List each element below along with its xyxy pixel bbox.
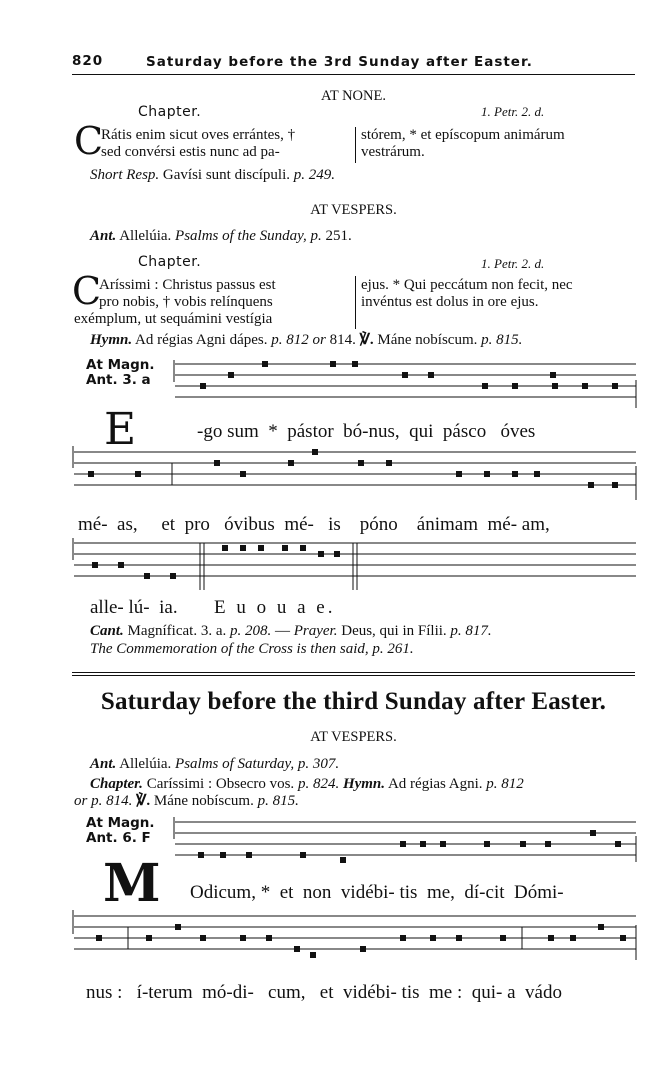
or-label: or xyxy=(74,793,88,809)
versicle-line xyxy=(74,793,299,810)
neume-note xyxy=(312,449,318,455)
neume-note xyxy=(500,935,506,941)
neume-note xyxy=(358,460,364,466)
chapter-reference: 1. Petr. 2. d. xyxy=(481,104,545,119)
chant-initial: M xyxy=(103,853,161,914)
neume-note xyxy=(512,383,518,389)
neume-note xyxy=(330,361,336,367)
neume-note xyxy=(262,361,268,367)
text-line: Aríssimi : Christus passus est xyxy=(99,277,276,293)
neume-note xyxy=(240,935,246,941)
versicle-page: p. 815. xyxy=(481,332,523,348)
chant-label-line: At Magn. xyxy=(86,357,155,373)
chapter-line xyxy=(90,776,524,793)
ant-text: Allelúia. xyxy=(119,756,172,772)
chant-initial: E xyxy=(104,404,137,455)
neume-note xyxy=(146,935,152,941)
neume-note xyxy=(88,471,94,477)
neume-note xyxy=(582,383,588,389)
hymn-label: Hymn. xyxy=(342,776,386,792)
neume-note xyxy=(96,935,102,941)
versicle-page: p. 815. xyxy=(257,793,299,809)
versicle-symbol: ℣. xyxy=(359,332,374,348)
short-resp-page: p. 249. xyxy=(293,167,336,183)
cant-text: Magníficat. 3. a. xyxy=(127,623,227,639)
neume-note xyxy=(440,841,446,847)
neume-note xyxy=(570,935,576,941)
neume-note xyxy=(288,460,294,466)
neume-note xyxy=(420,841,426,847)
neume-note xyxy=(598,924,604,930)
neume-note xyxy=(294,946,300,952)
cant-dash: — xyxy=(274,623,290,639)
ant-label: Ant. xyxy=(90,228,117,244)
neume-note xyxy=(300,852,306,858)
short-resp-label: Short Resp. xyxy=(90,167,160,183)
section-heading-vespers: AT VESPERS. xyxy=(310,202,397,218)
neume-note xyxy=(300,545,306,551)
lyrics-line: nus : í-terum mó-di- cum, et vidébi- tis me : qui- a vádo xyxy=(86,982,562,1003)
page-number: 820 xyxy=(72,53,104,69)
neume-note xyxy=(352,361,358,367)
neumes xyxy=(88,361,626,958)
euouae: E u o u a e. xyxy=(214,597,336,618)
neume-note xyxy=(135,471,141,477)
neume-note xyxy=(428,372,434,378)
cant-label: Cant. xyxy=(90,623,124,639)
neume-note xyxy=(198,852,204,858)
prayer-page: p. 817. xyxy=(450,623,492,639)
neume-note xyxy=(620,935,626,941)
lyrics-line: mé- as, et pro óvibus mé- is póno ánimam mé- am, xyxy=(78,514,550,535)
neume-note xyxy=(482,383,488,389)
drop-cap-initial: C xyxy=(72,269,102,313)
neume-note xyxy=(612,383,618,389)
neume-note xyxy=(512,471,518,477)
neume-note xyxy=(534,471,540,477)
neume-note xyxy=(456,471,462,477)
neume-note xyxy=(246,852,252,858)
hymn-page-alt: 814. xyxy=(329,332,356,348)
neume-note xyxy=(282,545,288,551)
lyrics-line: Odicum, * et non vidébi- tis me, dí-cit Dómi- xyxy=(190,882,564,903)
chapter-text: Caríssimi : Obsecro vos. xyxy=(146,776,295,792)
text-line: ejus. * Qui peccátum non fecit, nec xyxy=(361,277,573,293)
running-title: Saturday before the 3rd Sunday after Easter. xyxy=(146,54,533,70)
drop-cap-initial: C xyxy=(74,119,104,163)
hymn-text: Ad régias Agni dápes. xyxy=(135,332,268,348)
ant-text: Allelúia. xyxy=(119,228,172,244)
neume-note xyxy=(484,471,490,477)
hymn-label: Hymn. xyxy=(90,332,133,348)
chapter-label: Chapter. xyxy=(138,254,202,270)
versicle-symbol: ℣. xyxy=(136,793,151,809)
psalms-page: 251. xyxy=(325,228,352,244)
versicle-text: Máne nobíscum. xyxy=(377,332,478,348)
neume-note xyxy=(175,924,181,930)
neume-note xyxy=(240,471,246,477)
neume-note xyxy=(456,935,462,941)
chant-label-line: Ant. 3. a xyxy=(86,372,151,388)
text-line: vestrárum. xyxy=(361,144,425,160)
neume-note xyxy=(400,935,406,941)
text-line: Rátis enim sicut oves errántes, † xyxy=(101,127,296,143)
chapter-reference: 1. Petr. 2. d. xyxy=(481,256,545,271)
canticle-line xyxy=(90,623,492,640)
section-heading-none: AT NONE. xyxy=(321,88,386,104)
staff-2 xyxy=(73,446,636,500)
text-line: invéntus est dolus in ore ejus. xyxy=(361,294,539,310)
ant-label: Ant. xyxy=(90,756,117,772)
section-rule xyxy=(72,672,635,673)
neume-note xyxy=(548,935,554,941)
neume-note xyxy=(484,841,490,847)
chant-label-line: Ant. 6. F xyxy=(86,830,151,846)
neume-note xyxy=(340,857,346,863)
neume-note xyxy=(550,372,556,378)
chapter-label: Chapter. xyxy=(138,104,202,120)
neume-note xyxy=(386,460,392,466)
neume-note xyxy=(228,372,234,378)
neume-note xyxy=(334,551,340,557)
chant-label-line: At Magn. xyxy=(86,815,155,831)
staff-4 xyxy=(174,817,636,862)
hymn-page: p. 812 xyxy=(486,776,524,792)
neume-note xyxy=(612,482,618,488)
neume-note xyxy=(222,545,228,551)
neume-note xyxy=(170,573,176,579)
neume-note xyxy=(220,852,226,858)
antiphon-line xyxy=(90,756,339,773)
neume-note xyxy=(258,545,264,551)
staff-1 xyxy=(174,360,636,408)
text-line: sed convérsi estis nunc ad pa- xyxy=(101,144,280,160)
chapter-label: Chapter. xyxy=(90,776,143,792)
neume-note xyxy=(118,562,124,568)
neume-note xyxy=(360,946,366,952)
prayer-text: Deus, qui in Fílii. xyxy=(341,623,447,639)
neume-note xyxy=(200,383,206,389)
cant-page: p. 208. xyxy=(229,623,272,639)
neume-note xyxy=(400,841,406,847)
neume-note xyxy=(545,841,551,847)
section-rule xyxy=(72,675,635,676)
hymn-page: p. 812 xyxy=(271,332,309,348)
neume-note xyxy=(588,482,594,488)
hymn-or: or xyxy=(312,332,326,348)
text-line: pro nobis, † vobis relínquens xyxy=(99,294,273,310)
section-heading-vespers: AT VESPERS. xyxy=(310,729,397,745)
text-line: exémplum, ut sequámini vestígia xyxy=(74,311,273,327)
staff-3 xyxy=(73,538,636,590)
psalms-text: Psalms of Saturday, p. 307. xyxy=(175,756,340,772)
neume-note xyxy=(552,383,558,389)
lyrics-line: alle- lú- ia. xyxy=(90,597,178,618)
short-resp-text: Gavísi sunt discípuli. xyxy=(162,167,291,183)
neume-note xyxy=(240,545,246,551)
neume-note xyxy=(615,841,621,847)
neume-note xyxy=(200,935,206,941)
chapter-page: p. 824. xyxy=(297,776,340,792)
neume-note xyxy=(92,562,98,568)
neume-note xyxy=(318,551,324,557)
text-line: stórem, * et epíscopum animárum xyxy=(361,127,565,143)
lyrics-line: -go sum * pástor bó-nus, qui pásco óves xyxy=(197,421,536,442)
neume-note xyxy=(520,841,526,847)
commemoration-note: The Commemoration of the Cross is then said, p. 261. xyxy=(90,641,414,657)
neume-note xyxy=(430,935,436,941)
chant-label xyxy=(86,816,155,846)
psalms-text: Psalms of the Sunday, p. xyxy=(175,228,322,244)
neume-note xyxy=(402,372,408,378)
versicle-text: Máne nobíscum. xyxy=(153,793,254,809)
section-title: Saturday before the third Sunday after Easter. xyxy=(100,688,607,715)
neume-note xyxy=(310,952,316,958)
neume-note xyxy=(214,460,220,466)
hymn-page-alt: p. 814. xyxy=(91,793,133,809)
neume-note xyxy=(144,573,150,579)
prayer-label: Prayer. xyxy=(293,623,338,639)
neume-note xyxy=(266,935,272,941)
hymn-text: Ad régias Agni. xyxy=(387,776,483,792)
neume-note xyxy=(590,830,596,836)
